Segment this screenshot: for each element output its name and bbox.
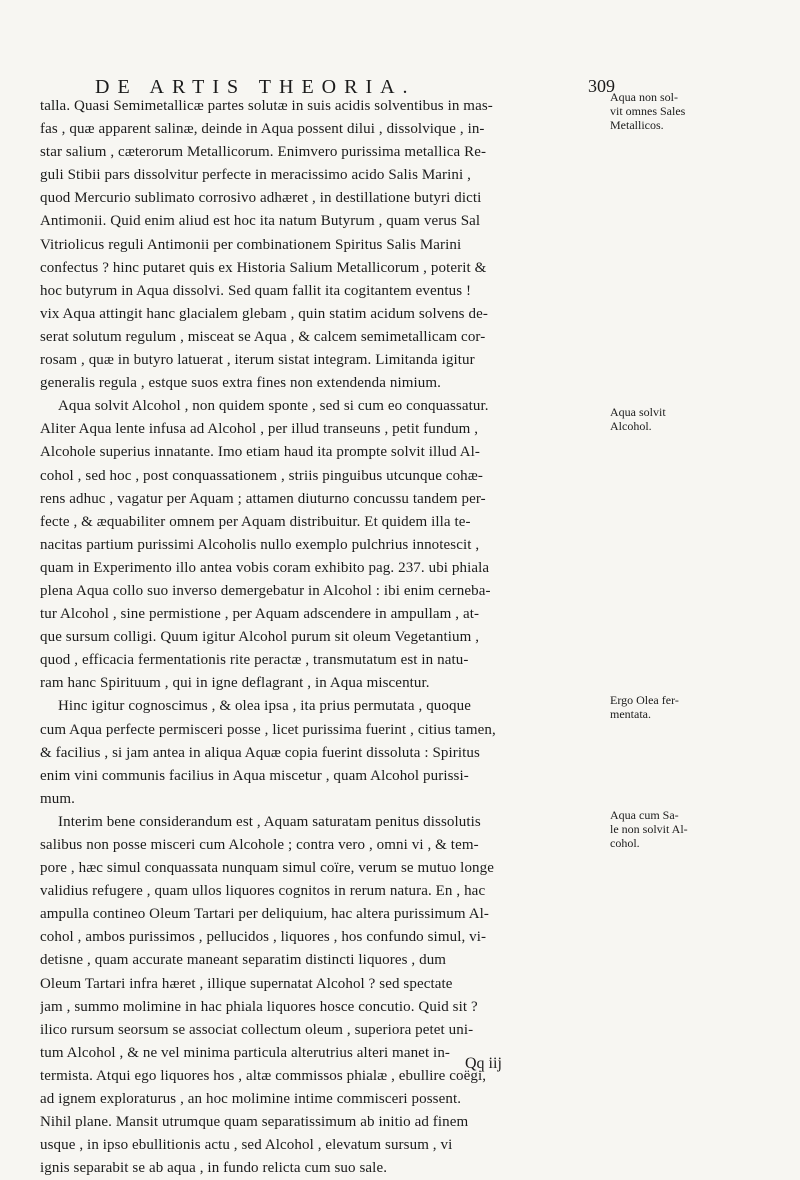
text-line: ram hanc Spirituum , qui in igne deflagrant , in Aqua miscentur. [40, 675, 430, 692]
margin-note-line: vit omnes Sales [610, 104, 686, 118]
text-line: fas , quæ apparent salinæ, deinde in Aqua possent dilui , dissolvique , in- [40, 121, 485, 138]
text-line: detisne , quam accurate maneant separatim distincti liquores , dum [40, 952, 447, 969]
text-line: Aqua solvit Alcohol , non quidem sponte , sed si cum eo conquassatur. [58, 398, 489, 415]
text-line: validius refugere , quam ullos liquores cognitos in rerum natura. En , hac [40, 883, 486, 900]
text-line: ignis separabit se ab aqua , in fundo relicta cum suo sale. [40, 1160, 388, 1177]
text-line: generalis regula , estque suos extra fines non extendenda nimium. [40, 375, 441, 392]
margin-note-line: Aqua solvit [610, 405, 666, 419]
text-line: enim vini communis facilius in Aqua miscetur , quam Alcohol purissi- [40, 767, 469, 784]
margin-note-line: Metallicos. [610, 118, 664, 132]
text-line: cum Aqua perfecte permisceri posse , licet purissima fuerint , citius tamen, [40, 721, 496, 738]
text-line: tum Alcohol , & ne vel minima particula alterutrius alteri manet in- [40, 1044, 451, 1061]
margin-note-3 [610, 693, 795, 721]
margin-note-4 [610, 808, 795, 850]
margin-note-line: cohol. [610, 836, 640, 850]
text-line: Interim bene considerandum est , Aquam saturatam penitus dissolutis [58, 813, 481, 830]
text-line: guli Stibii pars dissolvitur perfecte in meracissimo acido Salis Marini , [40, 167, 471, 184]
text-line: quod Mercurio sublimato corrosivo adhæret , in destillatione butyri dicti [40, 190, 482, 207]
text-line: mum. [40, 790, 75, 807]
text-line: Alcohole superius innatante. Imo etiam haud ita prompte solvit illud Al- [40, 444, 481, 461]
text-line: tur Alcohol , sine permistione , per Aquam adscendere in ampullam , at- [40, 606, 480, 623]
catchword-signature: Qq iij [465, 1055, 502, 1072]
main-text [40, 95, 595, 1180]
text-line: talla. Quasi Semimetallicæ partes solutæ in suis acidis solventibus in mas- [40, 98, 493, 114]
text-line: jam , summo molimine in hac phiala liquores hosce concutio. Quid sit ? [40, 998, 478, 1015]
margin-note-line: Aqua non sol- [610, 90, 678, 104]
margin-note-line: le non solvit Al- [610, 822, 688, 836]
text-line: Nihil plane. Mansit utrumque quam separatissimum ab initio ad finem [40, 1114, 469, 1131]
margin-note-line: Ergo Olea fer- [610, 693, 679, 707]
text-line: ilico rursum seorsum se associat collectum oleum , superiora petet uni- [40, 1021, 474, 1038]
text-line: plena Aqua collo suo inverso demergebatur in Alcohol : ibi enim cerneba- [40, 582, 491, 599]
text-line: usque , in ipso ebullitionis actu , sed Alcohol , elevatum sursum , vi [40, 1137, 453, 1154]
margin-note-line: Alcohol. [610, 419, 652, 433]
text-line: Antimonii. Quid enim aliud est hoc ita natum Butyrum , quam verus Sal [40, 213, 481, 230]
text-line: nacitas partium purissimi Alcoholis nullo exemplo pulchrius innotescit , [40, 536, 480, 553]
text-line: pore , hæc simul conquassata nunquam simul coïre, verum se mutuo longe [40, 860, 494, 877]
text-line: ampulla contineo Oleum Tartari per deliquium, hac altera purissimum Al- [40, 906, 489, 923]
margin-note-2 [610, 405, 795, 433]
margin-note-1 [610, 90, 795, 132]
margin-note-line: Aqua cum Sa- [610, 808, 679, 822]
text-line: hoc butyrum in Aqua dissolvi. Sed quam fallit ita cogitantem eventus ! [40, 282, 472, 299]
text-line: termista. Atqui ego liquores hos , altæ commissos phialæ , ebullire coëgi, [40, 1067, 487, 1084]
text-line: cohol , ambos purissimos , pellucidos , liquores , hos confundo simul, vi- [40, 929, 487, 946]
text-line: serat solutum regulum , misceat se Aqua , & calcem semimetallicam cor- [40, 328, 486, 345]
page-number: 309 [588, 76, 615, 96]
text-line: rosam , quæ in butyro latuerat , iterum sistat integram. Limitanda igitur [40, 352, 475, 369]
text-line: quod , efficacia fermentationis rite peractæ , transmutatum est in natu- [40, 652, 469, 669]
text-line: fecte , & æquabiliter omnem per Aquam distribuitur. Et quidem illa te- [40, 513, 471, 530]
text-line: que sursum colligi. Quum igitur Alcohol purum sit oleum Vegetantium , [40, 629, 480, 646]
text-line: Hinc igitur cognoscimus , & olea ipsa , ita prius permutata , quoque [58, 698, 471, 715]
running-title: DE ARTIS THEORIA. [95, 76, 416, 98]
margin-note-line: mentata. [610, 707, 651, 721]
text-line: quam in Experimento illo antea vobis coram exhibito pag. 237. ubi phiala [40, 559, 490, 576]
text-line: & facilius , si jam antea in aliqua Aquæ copia fuerint dissoluta : Spiritus [40, 744, 480, 761]
text-line: salibus non posse misceri cum Alcohole ; contra vero , omni vi , & tem- [40, 837, 479, 853]
text-line: Aliter Aqua lente infusa ad Alcohol , per illud transeuns , petit fundum , [40, 421, 479, 438]
text-line: ad ignem exploraturus , an hoc molimine intime commisceri possent. [40, 1091, 462, 1108]
text-line: confectus ? hinc putaret quis ex Historia Salium Metallicorum , poterit & [40, 259, 487, 276]
text-line: star salium , cæterorum Metallicorum. Enimvero purissima metallica Re- [40, 144, 487, 161]
text-line: cohol , sed hoc , post conquassationem , striis pinguibus utcunque cohæ- [40, 467, 483, 484]
text-line: vix Aqua attingit hanc glacialem glebam , quin statim acidum solvens de- [40, 305, 488, 322]
text-line: rens adhuc , vagatur per Aquam ; attamen diuturno concussu tandem per- [40, 490, 486, 507]
text-line: Vitriolicus reguli Antimonii per combinationem Spiritus Salis Marini [40, 236, 462, 253]
text-line: Oleum Tartari infra hæret , illique supernatat Alcohol ? sed spectate [40, 975, 453, 992]
